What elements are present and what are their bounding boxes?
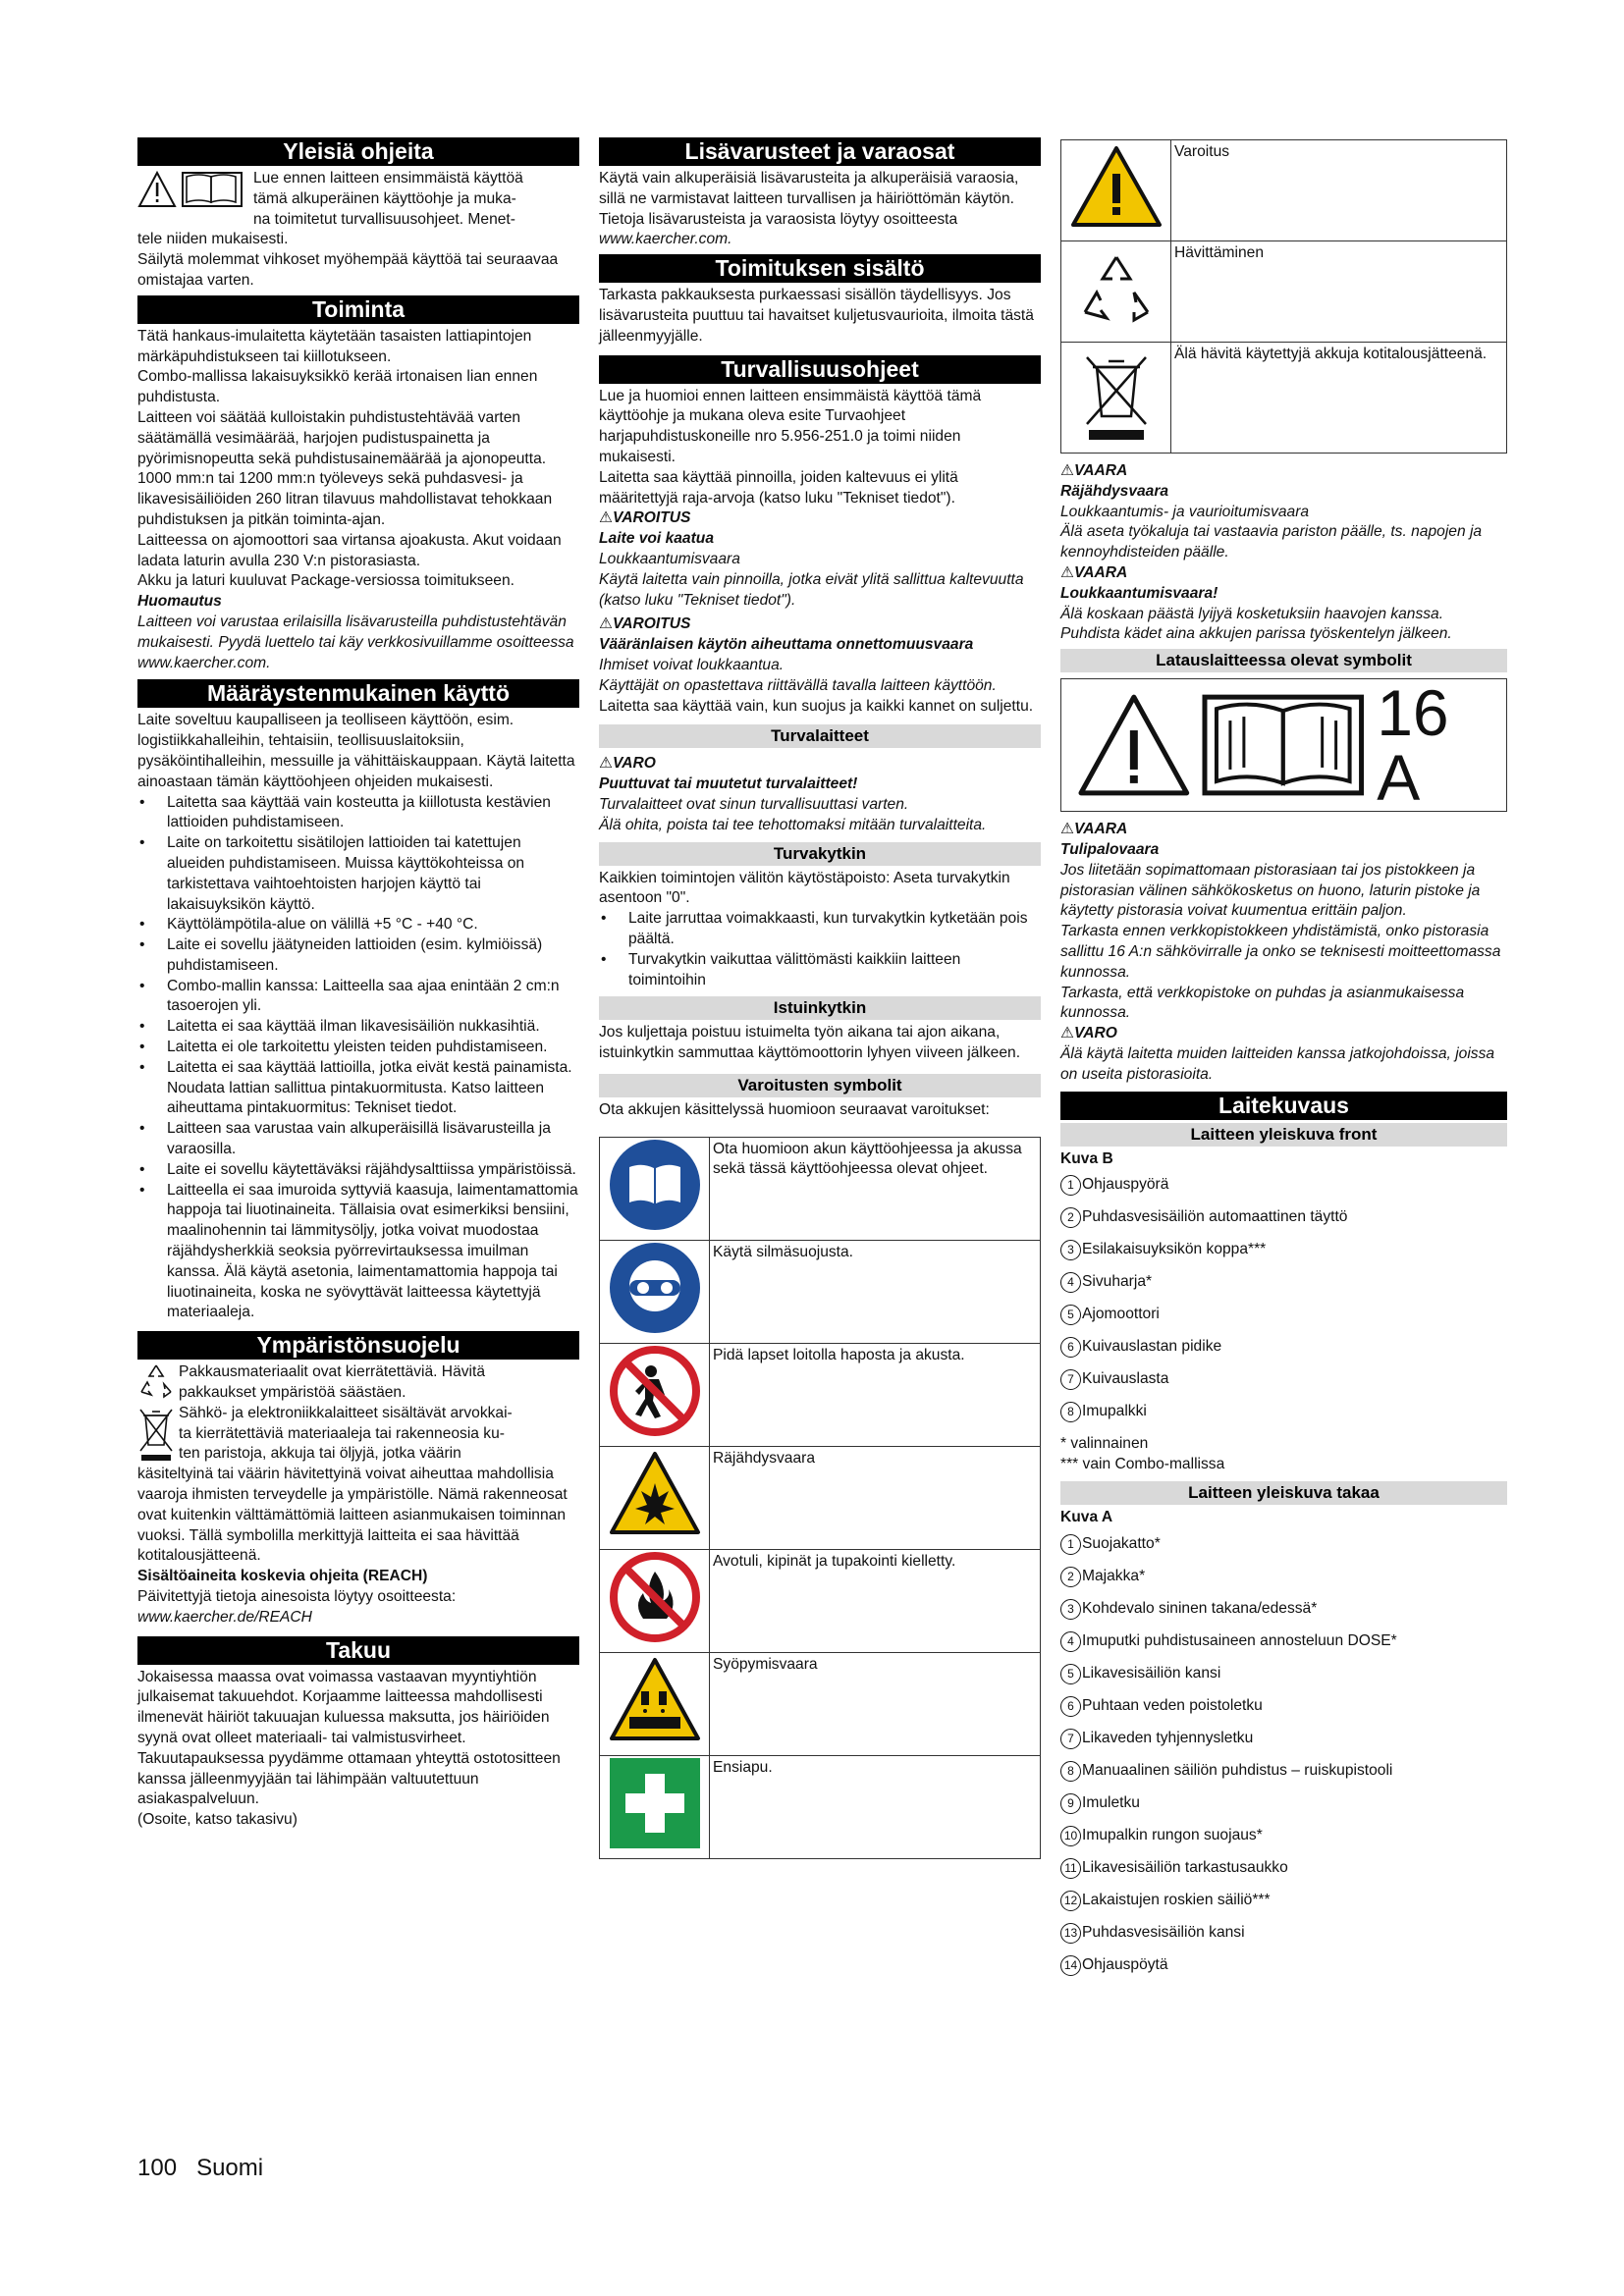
crossed-bin-icon [1077,346,1156,444]
keep-children-away-icon [608,1344,702,1438]
read-manual-icon [183,173,242,206]
table-row [1061,241,1507,343]
table-row [600,1755,1041,1858]
table-row [600,1446,1041,1549]
item-label: Ohjauspöytä [1082,1955,1168,1973]
item-number: 4 [1060,1272,1081,1293]
list-item [1060,1664,1507,1696]
lisavarusteet-p2: Tietoja lisävarusteista ja varaosista löytyy osoitteesta [599,210,958,228]
turvallisuus-p1: Lue ja huomioi ennen laitteen ensimmäistä käyttöä tämä käyttöohje ja mukana oleva esite Turvaohjeet harjapuhdistuskoneille nro 5.956-251.0 ja toimi niiden mukaisesti. [599,387,982,465]
warning-text: Älä koskaan päästä lyijyä kosketuksiin haavojen kanssa. [1060,605,1444,622]
reach-link[interactable]: www.kaercher.de/REACH [137,1608,312,1626]
item-number: 10 [1060,1826,1081,1846]
item-number: 6 [1060,1337,1081,1358]
list-item [1060,1567,1507,1599]
item-number: 6 [1060,1696,1081,1717]
list-item: • Laitetta ei saa käyttää ilman likavesisäiliön nukkasihtiä. [137,1017,579,1038]
warning-text: Tarkasta ennen verkkopistokkeen yhdistämistä, onko pistorasia sallittu 16 A:n sähkövirralle ja onko se teknisesti moitteettomassa kunnossa. [1060,923,1501,981]
front-parts-list [1060,1175,1507,1434]
item-label: Imuletku [1082,1793,1140,1811]
section-heading-maarays: Määräystenmukainen käyttö [137,679,579,708]
note-title: Huomautus [137,593,222,611]
item-number: 1 [1060,1175,1081,1196]
list-item [1060,1305,1507,1337]
warning-symbols-table [599,1137,1041,1859]
list-item [1060,1402,1507,1434]
item-number: 8 [1060,1402,1081,1422]
subheading-front-overview: Laitteen yleiskuva front [1060,1123,1507,1147]
list-item [1060,1826,1507,1858]
intro-line-c: na toimitetut turvallisuusohjeet. Menet- [253,210,515,228]
table-row [600,1652,1041,1755]
list-item [1060,1207,1507,1240]
istuinkytkin-p1: Jos kuljettaja poistuu istuimelta työn aikana tai ajon aikana, istuinkytkin sammuttaa käyttömoottorin lyhyen viiveen jälkeen. [599,1024,1021,1062]
list-item [1060,1761,1507,1793]
page-number: 100 [137,2155,178,2181]
list-item: • Laite jarruttaa voimakkaasti, kun turvakytkin kytketään pois päältä. [599,909,1041,950]
warning-sub: Ihmiset voivat loukkaantua. [599,656,785,673]
item-number: 3 [1060,1599,1081,1620]
item-number: 7 [1060,1369,1081,1390]
toimitus-p1: Tarkasta pakkauksesta purkaessasi sisällön täydellisyys. Jos lisävarusteita puuttuu tai havaitset kuljetusvaurioita, ilmoita tästä jälleenmyyjälle. [599,287,1034,345]
symbol-text: Räjähdysvaara [710,1446,1041,1549]
section-heading-toimitus: Toimituksen sisältö [599,254,1041,283]
note-text: Laitteen voi varustaa erilaisilla lisävarusteilla puhdistustehtävän mukaisesti. Pyydä luettelo tai käy verkkosivuillamme osoitteessa www.kaercher.com. [137,613,574,671]
list-item [1060,1369,1507,1402]
footnote: *** vain Combo-mallissa [1060,1456,1225,1473]
warning-text: Älä ohita, poista tai tee tehottomaksi mitään turvalaitteita. [599,816,987,833]
item-label: Imuputki puhdistusaineen annosteluun DOSE* [1082,1631,1397,1649]
intro-line-b: tämä alkuperäinen käyttöohje ja muka- [253,189,516,207]
symbol-cell [600,1343,710,1446]
item-label: Imupalkin rungon suojaus* [1082,1826,1263,1843]
list-item [1060,1272,1507,1305]
reach-text: Päivitettyjä tietoja ainesoista löytyy osoitteesta: [137,1588,457,1605]
warning-label: ⚠VAARA [1060,563,1128,581]
item-label: Kuivauslastan pidike [1082,1338,1222,1356]
list-item [1060,1955,1507,1988]
recycling-text-b: pakkaukset ympäristöä säästäen. [179,1384,406,1402]
list-item: • Combo-mallin kanssa: Laitteella saa ajaa enintään 2 cm:n tasoerojen yli. [137,977,579,1018]
symbol-text: Hävittäminen [1171,241,1507,343]
page-footer [137,2155,263,2182]
toiminta-p1: Tätä hankaus-imulaitetta käytetään tasaisten lattiapintojen märkäpuhdistukseen tai kiillotukseen. [137,327,532,365]
list-item: • Laitteen saa varustaa vain alkuperäisillä lisävarusteilla ja varaosilla. [137,1119,579,1160]
warning-manual-symbols [137,169,253,210]
symbol-cell [600,1240,710,1343]
kaercher-link[interactable]: www.kaercher.com. [599,231,732,248]
symbol-text: Älä hävitä käytettyjä akkuja kotitalousjätteenä. [1171,343,1507,454]
item-label: Puhdasvesisäiliön kansi [1082,1923,1245,1941]
warning-icon [1069,144,1164,231]
item-label: Puhtaan veden poistoletku [1082,1696,1263,1714]
column-2 [599,135,1041,1859]
read-manual-icon [1201,691,1368,799]
reach-title: Sisältöaineita koskevia ohjeita (REACH) [137,1568,428,1585]
weee-text-b: ta kierrätettäviä materiaaleja tai rakenneosia ku- [179,1424,505,1442]
intended-use-list [137,793,579,1324]
takuu-p2: (Osoite, katso takasivu) [137,1811,298,1829]
item-number: 1 [1060,1534,1081,1555]
subheading-charger-symbols: Latauslaitteessa olevat symbolit [1060,649,1507,672]
section-heading-ymparisto: Ympäristönsuojelu [137,1331,579,1360]
symbol-cell [1061,140,1171,241]
list-item: • Laitetta saa käyttää vain kosteutta ja kiillotusta kestävien lattioiden puhdistamiseen. [137,793,579,834]
symbol-cell [600,1652,710,1755]
toiminta-p4: 1000 mm:n tai 1200 mm:n työleveys sekä puhdasvesi- ja likavesisäiliöiden 260 litran tilavuus mahdollistavat tehokkaan puhdistuksen ja pitkän toiminta-ajan. [137,470,553,528]
symbol-cell [600,1755,710,1858]
item-label: Manuaalinen säiliön puhdistus – ruiskupistooli [1082,1761,1393,1779]
list-item [1060,1696,1507,1729]
table-row [1061,343,1507,454]
section-heading-lisavarusteet: Lisävarusteet ja varaosat [599,137,1041,166]
warning-label: ⚠VARO [599,755,656,773]
subheading-turvakytkin: Turvakytkin [599,842,1041,866]
list-item [1060,1175,1507,1207]
subheading-istuinkytkin: Istuinkytkin [599,996,1041,1020]
varoitussymbolit-p1: Ota akkujen käsittelyssä huomioon seuraavat varoitukset: [599,1100,990,1118]
list-item [1060,1631,1507,1664]
table-row [600,1240,1041,1343]
read-manual-icon [608,1138,702,1232]
intro-line-a: Lue ennen laitteen ensimmäistä käyttöä [253,170,523,187]
symbol-text: Varoitus [1171,140,1507,241]
warning-label: ⚠VARO [1060,1025,1117,1042]
list-item [1060,1534,1507,1567]
symbol-text: Syöpymisvaara [710,1652,1041,1755]
recycling-icon [1077,249,1156,328]
page-language: Suomi [196,2155,264,2181]
warning-text: Jos liitetään sopimattomaan pistorasiaan tai jos pistokkeen ja pistorasian välinen sähkökosketus on huono, laturin pistoke ja käytetty pistorasia voivat kuumentua erittäin paljon. [1060,861,1481,920]
figure-label: Kuva A [1060,1508,1113,1525]
item-label: Kuivauslasta [1082,1370,1169,1388]
warning-text: Älä aseta työkaluja tai vastaavia pariston päälle, ts. napojen ja kennoyhdisteiden päälle. [1060,523,1483,561]
column-3 [1060,139,1507,1988]
list-item [1060,1793,1507,1826]
warning-sub: Loukkaantumisvaara [599,550,740,567]
footnote: * valinnainen [1060,1435,1149,1453]
table-row [1061,140,1507,241]
list-item: • Laite ei sovellu jäätyneiden lattioiden (esim. kylmiöissä) puhdistamiseen. [137,935,579,977]
table-row [600,1549,1041,1652]
recycling-icon [137,1362,175,1400]
list-item [1060,1240,1507,1272]
item-number: 7 [1060,1729,1081,1749]
warning-title: Loukkaantumisvaara! [1060,584,1218,602]
symbol-cell [600,1137,710,1240]
subheading-varoitussymbolit: Varoitusten symbolit [599,1074,1041,1097]
item-label: Sivuharja* [1082,1273,1153,1291]
list-item [1060,1337,1507,1369]
section-heading-turvallisuus: Turvallisuusohjeet [599,355,1041,384]
toiminta-p5: Laitteessa on ajomoottori saa virtansa ajoakusta. Akut voidaan ladata laturin avulla 230 V:n pistorasiasta. [137,531,562,569]
warning-title: Räjähdysvaara [1060,482,1169,500]
section-heading-takuu: Takuu [137,1636,579,1665]
warning-text: Puhdista kädet aina akkujen parissa työskentelyn jälkeen. [1060,625,1452,643]
list-item [1060,1599,1507,1631]
takuu-p1: Jokaisessa maassa ovat voimassa vastaavan myyntiyhtiön julkaisemat takuuehdot. Korjaamme laitteessa mahdollisesti ilmenevät häiriöt takuuajan kuluessa maksutta, jos häiriöiden syynä ovat olleet materiaali- tai valmistusvirheet. Takuutapauksessa pyydämme ottamaan yhteyttä ostotositteen kanssa jälleenmyyjään tai lähimpään valtuutettuun asiakaspalveluun. [137,1668,561,1808]
item-number: 3 [1060,1240,1081,1260]
item-label: Puhdasvesisäiliön automaattinen täyttö [1082,1208,1348,1226]
item-number: 2 [1060,1207,1081,1228]
warning-label: ⚠VAROITUS [599,509,691,527]
warning-text: Käyttäjät on opastettava riittävällä tavalla laitteen käyttöön. [599,676,997,694]
item-number: 13 [1060,1923,1081,1944]
symbol-cell [600,1446,710,1549]
recycling-text-a: Pakkausmateriaalit ovat kierrätettäviä. Hävitä [179,1363,486,1381]
list-item: • Laitetta ei saa käyttää lattioilla, jotka eivät kestä painamista. Noudata lattian sallittua pintakuormitusta. Katso laitteen aiheuttama pintakuormitus: Tekniset tiedot. [137,1058,579,1119]
item-label: Suojakatto* [1082,1534,1161,1552]
symbol-text: Ota huomioon akun käyttöohjeessa ja akussa sekä tässä käyttöohjeessa olevat ohjeet. [710,1137,1041,1240]
eye-protection-icon [608,1241,702,1335]
battery-symbols-table [1060,139,1507,454]
crossed-bin-icon [137,1404,175,1465]
list-item: • Laite on tarkoitettu sisätilojen lattioiden tai katettujen alueiden puhdistamiseen. Muissa käyttökohteissa on tarkistettava vaihtoehtoisten harjojen käyttö tai lakaisuyksikön käyttö. [137,833,579,915]
turvallisuus-p3: Laitetta saa käyttää vain, kun suojus ja kaikki kannet on suljettu. [599,697,1034,715]
symbol-cell [600,1549,710,1652]
item-label: Esilakaisuyksikön koppa*** [1082,1241,1267,1258]
charger-symbol-box [1060,676,1507,815]
item-label: Majakka* [1082,1567,1146,1584]
weee-text-a: Sähkö- ja elektroniikkalaitteet sisältävät arvokkai- [179,1404,513,1421]
general-notes-intro [137,169,579,230]
turvakytkin-list [599,909,1041,990]
section-heading-toiminta: Toiminta [137,295,579,324]
table-row [600,1137,1041,1240]
intro-line-d: tele niiden mukaisesti. [137,231,289,248]
warning-label: ⚠VAROITUS [599,615,691,633]
item-number: 5 [1060,1664,1081,1684]
recycling-note [137,1362,579,1404]
toiminta-p2: Combo-mallissa lakaisuyksikkö kerää irtonaisen lian ennen puhdistusta. [137,368,538,406]
turvallisuus-p2: Laitetta saa käyttää pinnoilla, joiden kaltevuus ei ylitä määritettyjä raja-arvoja (katso luku "Tekniset tiedot"). [599,468,958,507]
table-row [600,1343,1041,1446]
symbol-text: Ensiapu. [710,1755,1041,1858]
warning-title: Puuttuvat tai muutetut turvalaitteet! [599,775,858,793]
explosion-hazard-icon [608,1450,702,1538]
item-label: Kohdevalo sininen takana/edessä* [1082,1599,1318,1617]
item-number: 9 [1060,1793,1081,1814]
list-item [1060,1923,1507,1955]
subheading-turvalaitteet: Turvalaitteet [599,724,1041,748]
warning-title: Tulipalovaara [1060,840,1160,858]
symbol-text: Käytä silmäsuojusta. [710,1240,1041,1343]
list-item: • Laitteella ei saa imuroida syttyviä kaasuja, laimentamattomia happoja tai liuotinaineita. Tällaisia ovat esimerkiksi bensiini, maalinohennin tai lämmitysöljy, jotka voivat muodostaa räjähdysherkkiä seoksia pyörrevirtauksessa imuilman kanssa. Älä käytä asetonia, laimentamattomia happoja tai liuotinaineita, koska ne syövyttävät laitteessa käytettyjä materiaaleja. [137,1181,579,1324]
weee-text-c: ten paristoja, akkuja tai öljyjä, jotka väärin [179,1445,461,1463]
lisavarusteet-p1: Käytä vain alkuperäisiä lisävarusteita ja alkuperäisiä varaosia, sillä ne varmistavat laitteen turvallisen ja häiriöttömän käytön. [599,170,1019,207]
no-fire-icon [608,1550,702,1644]
toiminta-p3: Laitteen voi säätää kulloistakin puhdistustehtävää varten säätämällä vesimäärää, harjojen pudistuspainetta ja pyörimisnopeutta sekä puhdistusainemäärää ja ajonopeutta. [137,408,547,467]
warning-text: Tarkasta, että verkkopistoke on puhdas ja asianmukaisessa kunnossa. [1060,984,1465,1022]
list-item [1060,1858,1507,1891]
item-label: Likavesisäiliön tarkastusaukko [1082,1858,1288,1876]
warning-title: Laite voi kaatua [599,530,714,548]
warning-label: ⚠VAARA [1060,821,1128,838]
item-number: 5 [1060,1305,1081,1325]
list-item [1060,1729,1507,1761]
item-number: 4 [1060,1631,1081,1652]
section-heading-yleisia: Yleisiä ohjeita [137,137,579,166]
turvakytkin-p1: Kaikkien toimintojen välitön käytöstäpoisto: Aseta turvakytkin asentoon "0". [599,869,1010,907]
item-label: Likaveden tyhjennysletku [1082,1729,1254,1746]
item-label: Likavesisäiliön kansi [1082,1664,1221,1682]
warning-text: Älä käytä laitetta muiden laitteiden kanssa jatkojohdoissa, joissa on useita pistorasioita. [1060,1044,1495,1083]
keep-manuals-text: Säilytä molemmat vihkoset myöhempää käyttöä tai seuraavaa omistajaa varten. [137,251,559,289]
list-item: • Laitetta ei ole tarkoitettu yleisten teiden puhdistamiseen. [137,1038,579,1058]
toiminta-p6: Akku ja laturi kuuluvat Package-versiossa toimitukseen. [137,572,514,590]
current-rating: 16 A [1377,676,1449,815]
weee-note [137,1404,579,1465]
warning-sub: Turvalaitteet ovat sinun turvallisuuttasi varten. [599,795,909,813]
list-item [1060,1891,1507,1923]
item-number: 8 [1060,1761,1081,1782]
item-label: Lakaistujen roskien säiliö*** [1082,1891,1271,1908]
item-number: 14 [1060,1955,1081,1976]
list-item: • Laite ei sovellu käytettäväksi räjähdysalttiissa ympäristöissä. [137,1160,579,1181]
item-number: 12 [1060,1891,1081,1911]
warning-text: Käytä laitetta vain pinnoilla, jotka eivät ylitä sallittua kaltevuutta (katso luku "Tekniset tiedot"). [599,570,1024,609]
back-parts-list [1060,1534,1507,1988]
item-label: Ohjauspyörä [1082,1176,1169,1194]
corrosive-icon [608,1656,702,1744]
weee-text-d: käsiteltyinä tai väärin hävitettyinä voivat aiheuttaa mahdollisia vaaroja ihmisten terveydelle ja ympäristölle. Nämä rakenneosat ovat kuitenkin välttämättömiä laitteen asianmukaisen toiminnan vuoksi. Tällä symbolilla merkittyjä laitteita ei saa hävittää kotitalousjätteenä. [137,1466,568,1565]
symbol-cell [1061,343,1171,454]
section-heading-laitekuvaus: Laitekuvaus [1060,1092,1507,1120]
list-item: • Käyttölämpötila-alue on välillä +5 °C - +40 °C. [137,915,579,935]
list-item: • Turvakytkin vaikuttaa välittömästi kaikkiin laitteen toimintoihin [599,950,1041,991]
column-1 [137,135,579,1831]
symbol-text: Avotuli, kipinät ja tupakointi kielletty. [710,1549,1041,1652]
symbol-text: Pidä lapset loitolla haposta ja akusta. [710,1343,1041,1446]
item-label: Imupalkki [1082,1403,1147,1420]
item-number: 11 [1060,1858,1081,1879]
item-number: 2 [1060,1567,1081,1587]
warning-triangle-icon [139,173,175,206]
warning-label: ⚠VAARA [1060,462,1128,479]
warning-title: Vääränlaisen käytön aiheuttama onnettomuusvaara [599,636,974,654]
first-aid-icon [608,1756,702,1850]
symbol-cell [1061,241,1171,343]
warning-sub: Loukkaantumis- ja vaurioitumisvaara [1060,503,1310,520]
figure-label: Kuva B [1060,1149,1113,1167]
maarays-p1: Laite soveltuu kaupalliseen ja teolliseen käyttöön, esim. logistiikkahalleihin, tehtaisiin, teollisuuslaitoksiin, pysäköintihalleihin, messuille ja vähittäiskauppaan. Käytä laitetta ainoastaan tämän käyttöohjeen ohjeiden mukaisesti. [137,712,575,790]
warning-triangle-icon [1075,691,1193,799]
subheading-back-overview: Laitteen yleiskuva takaa [1060,1481,1507,1505]
item-label: Ajomoottori [1082,1306,1160,1323]
